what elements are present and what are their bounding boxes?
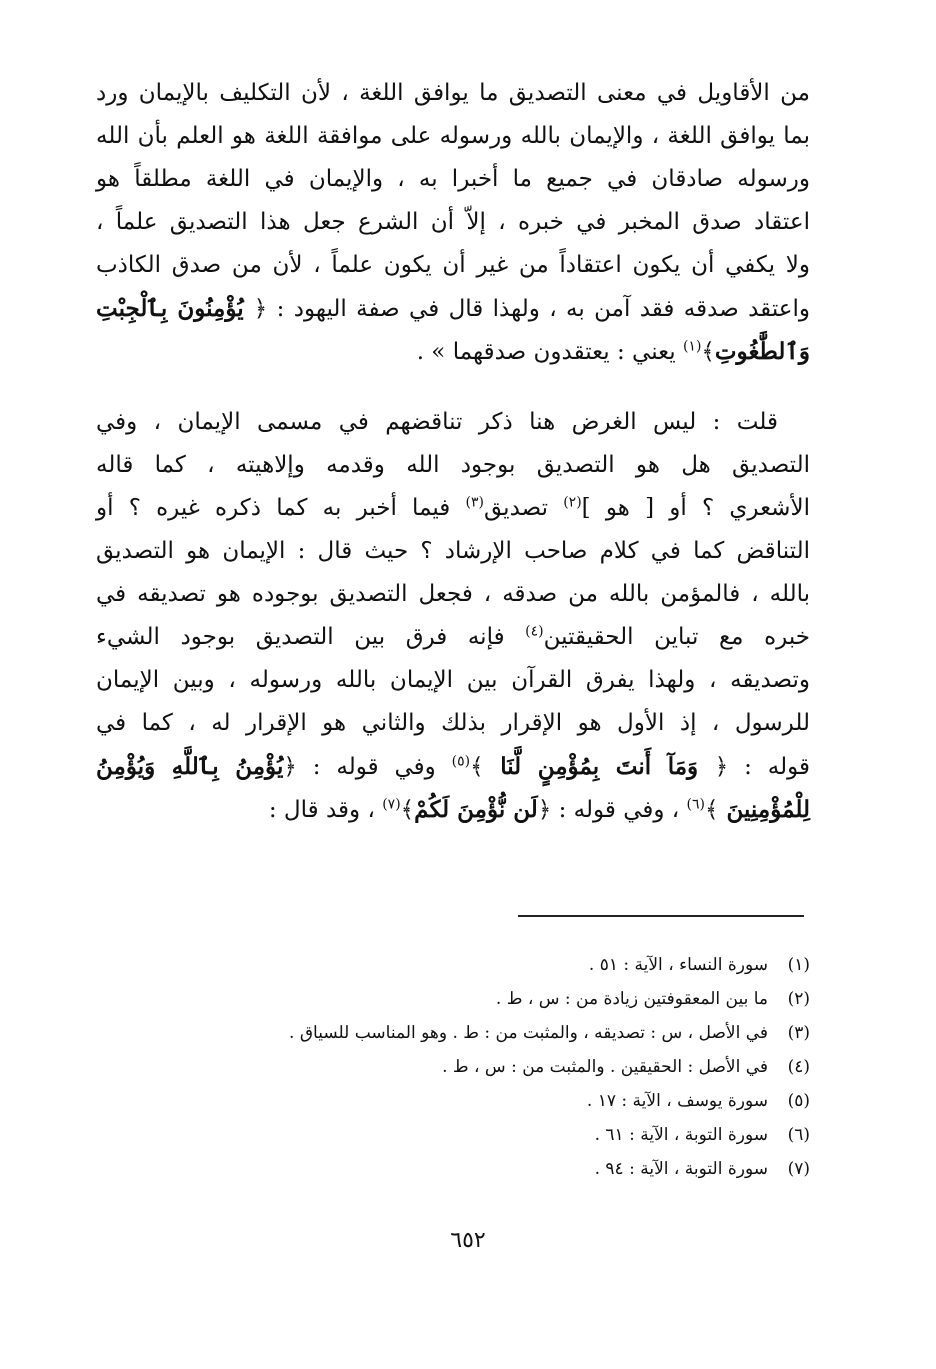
quran-verse (96, 753, 297, 780)
text-line (96, 287, 810, 330)
text-line (96, 330, 810, 373)
quran-text: يُؤْمِنُونَ بِٱلْجِبْتِ (96, 295, 244, 322)
footnote-number: (٥) (787, 1091, 810, 1111)
footnote-text: سورة يوسف ، الآية : ١٧ . (586, 1091, 768, 1111)
footnote (100, 1050, 810, 1084)
text-segment: فيما أخبر به كما ذكره غيره ؟ أو (96, 495, 466, 521)
text-line: التصديق هل هو التصديق بوجود الله وقدمه وإلاهيته ، كما قاله (96, 452, 810, 478)
quran-text: وَمَآ أَنتَ بِمُؤْمِنٍ لَّنَا (500, 753, 699, 780)
ornate-bracket-close: ﴾ (400, 797, 415, 823)
quran-text: وَٱلطَّٰغُوتِ (714, 338, 810, 365)
text-line: من الأقاويل في معنى التصديق ما يوافق اللغة ، لأن التكليف بالإيمان ورد (96, 80, 810, 106)
quran-verse (705, 796, 810, 823)
text-line: وتصديقه ، ولهذا يفرق القرآن بين الإيمان بالله ورسوله ، وبين الإيمان (96, 667, 811, 693)
footnote-number: (٧) (787, 1159, 810, 1179)
quran-verse (96, 295, 267, 322)
footnote-ref-4: (٤) (525, 623, 544, 640)
footnote-ref-6: (٦) (686, 796, 705, 813)
text-segment: قوله : (728, 754, 810, 780)
footnote-text: في الأصل : الحقيقين . والمثبت من : س ، ط . (442, 1057, 768, 1077)
quran-verse (470, 753, 728, 780)
footnote-ref-3: (٣) (465, 494, 484, 511)
footnote-text: سورة النساء ، الآية : ٥١ . (588, 955, 768, 975)
text-line: اعتقاد صدق المخبر في خبره ، إلاّ أن الشرع جعل هذا التصديق علماً ، (96, 209, 810, 235)
text-segment: ، وفي قوله : (551, 797, 687, 823)
footnote (100, 1016, 810, 1050)
footnotes (100, 948, 810, 1186)
ornate-bracket-open: ﴿ (714, 754, 729, 780)
quran-text: لِلْمُؤْمِنِينَ (726, 796, 810, 823)
footnote-text: في الأصل ، س : تصديقه ، والمثبت من : ط . وهو المناسب للسياق . (289, 1023, 768, 1043)
text-line (96, 745, 810, 788)
footnote-text: سورة التوبة ، الآية : ٩٤ . (594, 1159, 768, 1179)
footnote-number: (٦) (787, 1125, 810, 1145)
ornate-bracket-close: ﴾ (470, 754, 484, 780)
text-segment: يعني : يعتقدون صدقهما » . (416, 339, 683, 365)
text-line (96, 487, 810, 530)
footnote-text: ما بين المعقوفتين زيادة من : س ، ط . (495, 989, 768, 1009)
ornate-bracket-open: ﴿ (537, 797, 552, 823)
footnote-number: (١) (787, 955, 810, 975)
quran-text: لَن نُّؤْمِنَ لَكُمْ (414, 796, 538, 823)
text-line: التناقض كما في كلام صاحب الإرشاد ؟ حيث قال : الإيمان هو التصديق (96, 538, 810, 564)
text-segment: قلت : ليس الغرض هنا ذكر تناقضهم في مسمى الإيمان ، وفي (96, 409, 778, 435)
footnote-ref-5: (٥) (451, 753, 471, 770)
text-segment: وفي قوله : (296, 754, 452, 780)
footnote-number: (٣) (787, 1023, 810, 1043)
text-segment: فإنه فرق بين التصديق بوجود الشيء (96, 624, 526, 650)
text-line: ولا يكفي أن يكون اعتقاداً من غير أن يكون علماً ، لأن من صدق الكاذب (96, 252, 810, 278)
page-number: ٦٥٢ (450, 1228, 486, 1253)
text-line: للرسول ، إذ الأول هو الإقرار بذلك والثاني هو الإقرار له ، كما في (96, 710, 810, 736)
text-segment: تصديق (483, 495, 564, 521)
text-segment: خبره مع تباين الحقيقتين (543, 624, 810, 650)
quran-verse (701, 338, 810, 365)
text-line: ورسوله صادقان في جميع ما أخبرا به ، والإيمان في اللغة مطلقاً هو (96, 166, 810, 192)
text-segment: واعتقد صدقه فقد آمن به ، ولهذا قال في صفة اليهود : (267, 296, 810, 322)
text-line (96, 401, 810, 444)
footnote (100, 1152, 810, 1186)
footnote-ref-2: (٢) (563, 494, 582, 511)
footnote-text: سورة التوبة ، الآية : ٦١ . (594, 1125, 768, 1145)
footnote-ref-7: (٧) (382, 796, 401, 813)
text-line (96, 788, 810, 831)
ornate-bracket-open: ﴿ (283, 754, 297, 780)
footnote (100, 982, 810, 1016)
footnote-number: (٢) (787, 989, 810, 1009)
footnote-divider (518, 915, 804, 917)
text-line (96, 616, 810, 659)
footnote (100, 1118, 810, 1152)
footnote-ref-1: (١) (682, 338, 702, 355)
footnote-number: (٤) (787, 1057, 810, 1077)
text-segment: ، وقد قال : (268, 797, 383, 823)
text-line: بالله ، فالمؤمن بالله من صدقه ، فجعل التصديق بوجوده هو تصديقه في (96, 581, 810, 607)
ornate-bracket-close: ﴾ (704, 797, 719, 823)
text-line: بما يوافق اللغة ، والإيمان بالله ورسوله على موافقة اللغة هو العلم بأن الله (96, 123, 810, 149)
main-text (96, 72, 810, 831)
paragraph-gap (96, 373, 810, 401)
footnote (100, 1084, 810, 1118)
quran-text: يُؤْمِنُ بِٱللَّهِ وَيُؤْمِنُ (96, 753, 284, 780)
text-segment: الأشعري ؟ أو [ هو ] (581, 495, 810, 521)
ornate-bracket-open: ﴿ (253, 296, 268, 322)
quran-verse (401, 796, 552, 823)
ornate-bracket-close: ﴾ (701, 339, 715, 365)
footnote (100, 948, 810, 982)
